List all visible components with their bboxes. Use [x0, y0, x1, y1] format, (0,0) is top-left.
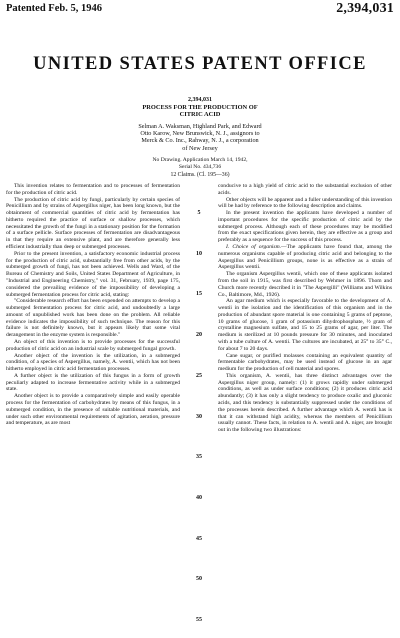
application-date: No Drawing. Application March 14, 1942,: [152, 157, 248, 163]
issue-date: Patented Feb. 5, 1946: [6, 3, 102, 14]
paragraph: conducive to a high yield of citric acid to the substantial exclusion of other acids.: [218, 183, 392, 196]
line-number: 15: [196, 291, 202, 297]
office-title: UNITED STATES PATENT OFFICE: [33, 54, 367, 74]
claims-line: 12 Claims. (Cl. 195—36): [170, 172, 230, 178]
paragraph: "Considerable research effort has been expended on attempts to develop a submerged fermentation process for citric acid, and undoubtedly a large amount of unpublished work has been done on the problem. All reliable evidence indicates the impossibility of such technique. The reason for this failure is not definitely known, but it appears likely that some vital derangement in the enzyme system is responsible.": [6, 298, 180, 339]
line-number: 35: [196, 454, 202, 460]
application-info: [0, 157, 400, 170]
paragraph: Cane sugar, or purified molasses containing an equivalent quantity of fermentable carbohydrates, may be used instead of glucose in an agar medium for the production of cell material and spores.: [218, 352, 392, 373]
paragraph-text: —The applicants have found that, among the numerous organisms capable of producing citric acid and belonging to the Aspergillus and Penicillium groups, none is as effective as a strain of Aspergillus wentii.: [218, 244, 392, 271]
inventors-line: Merck & Co. Inc., Rahway, N. J., a corporation: [141, 137, 259, 145]
left-column: [6, 183, 180, 427]
paragraph: A further object is the utilization of this fungus in a form of growth peculiarly adapted to increase fermentative activity while in a submerged state.: [6, 372, 180, 393]
paragraph: Prior to the present invention, a satisfactory economic industrial process for the production of citric acid, substantially free from other acids, by the submerged growth of fungi, has not been achieved. Wells and Ward, of the Bureau of Chemistry and Soils, United States Department of Agriculture, in "Industrial and Engineering Chemistry," vol. 31, February, 1939, page 175, considered the prevailing evidence of the impossibility of developing a submerged fermentation process for citric acid, stating:: [6, 250, 180, 298]
section-heading: I. Choice of organism.: [226, 244, 282, 251]
line-number: 20: [196, 332, 202, 338]
inventors-line: Otto Karow, New Brunswick, N. J., assignors to: [140, 130, 260, 138]
inventors-line: of New Jersey: [182, 144, 218, 152]
inventors-line: Selman A. Waksman, Highland Park, and Edward: [138, 123, 262, 130]
line-numbers: [185, 183, 213, 623]
inventors-block: [0, 123, 400, 152]
patent-number-header: 2,394,031: [336, 1, 394, 16]
paragraph: An agar medium which is especially favorable to the development of A. wentii in the isolation and the identification of this organism and in the production of abundant spore material is one containing 5 grams of peptone, 10 grams of glucose, 1 gram of potassium dihydrophosphate, ½ gram of crystalline magnesium sulfate, and 15 to 25 grams of agar, per liter. The medium is sterilized at 10 pounds pressure for 30 minutes, and inoculated with a tube culture of A. wentii. The cultures are incubated, at 25° to 35° C., for about 7 to 20 days.: [218, 298, 392, 352]
paragraph: [218, 244, 392, 271]
patent-number: 2,394,031: [188, 97, 212, 103]
paragraph: An object of this invention is to provide processes for the successful production of citric acid on an industrial scale by submerged fungal growth.: [6, 338, 180, 352]
paragraph: Another object of the invention is the utilization, in a submerged condition, of a species of Aspergillus, namely, A. wentii, which has not been hitherto employed in citric acid fermentation processes.: [6, 352, 180, 373]
patent-title: [0, 104, 400, 118]
line-number: 25: [196, 373, 202, 379]
line-number: 50: [196, 576, 202, 582]
right-column: [218, 183, 392, 434]
serial-number: Serial No. 434,736: [178, 163, 222, 170]
paragraph: Another object is to provide a comparatively simple and easily operable process for the fermentation of carbohydrates by means of this fungus, in a submerged condition, in the presence of suitable nutritional materials, and under such other environmental requirements of agitation, aeration, pressure and temperature, as are most: [6, 393, 180, 427]
paragraph: The organism Aspergillus wentii, which one of these applicants isolated from the soil in 1915, was first described by Wehmer in 1896. Thom and Church more recently described it in "The Aspergilli" (Williams and Wilkins Co., Baltimore, Md., 1926).: [218, 271, 392, 298]
line-number: 45: [196, 536, 202, 542]
line-number: 10: [196, 251, 202, 257]
line-number: 40: [196, 495, 202, 501]
paragraph: This invention relates to fermentation and to processes of fermentation for the production of citric acid.: [6, 183, 180, 196]
patent-title-line: CITRIC ACID: [179, 111, 221, 119]
patent-title-line: PROCESS FOR THE PRODUCTION OF: [142, 104, 258, 111]
paragraph: This organism, A. wentii, has three distinct advantages over the Aspergillus niger group, namely: (1) it grows rapidly under submerged conditions, as well as under surface conditions; (2) it produces citric acid abundantly; (3) it has only a slight tendency to produce oxalic and gluconic acids, and this tendency is substantially suppressed under the conditions of the processes herein described. A further advantage which A. wentii has is that it can withstand high acidity, whereas the members of Penicillium usually cannot. These facts, in relation to A. wentii and A. niger, are brought out in the following two illustrations:: [218, 372, 392, 434]
line-number: 30: [196, 414, 202, 420]
paragraph: Other objects will be apparent and a fuller understanding of this invention will be had by reference to the following description and claims.: [218, 196, 392, 210]
paragraph: The production of citric acid by fungi, particularly by certain species of Penicillium and by strains of Aspergillus niger, has been long known, but the obtainment of commercial quantities of citric acid by fermentation has hitherto required the practice of surface or shallow processes, which necessitated the growth of the fungi in a stationary position for the formation of a surface pellicle. Surface processes of fermentation are disadvantageous in that they require an extensive plant, and are therefore generally less efficient industrially than deep or submerged processes.: [6, 196, 180, 251]
line-number: 55: [196, 617, 202, 623]
line-number: 5: [197, 210, 201, 216]
paragraph: In the present invention the applicants have developed a number of important procedures for the specific production of citric acid by the submerged process. Although each of these procedures may be modified from the exact specifications given herein, they are effective as a group and preferably as a sequence for the success of this process.: [218, 210, 392, 244]
